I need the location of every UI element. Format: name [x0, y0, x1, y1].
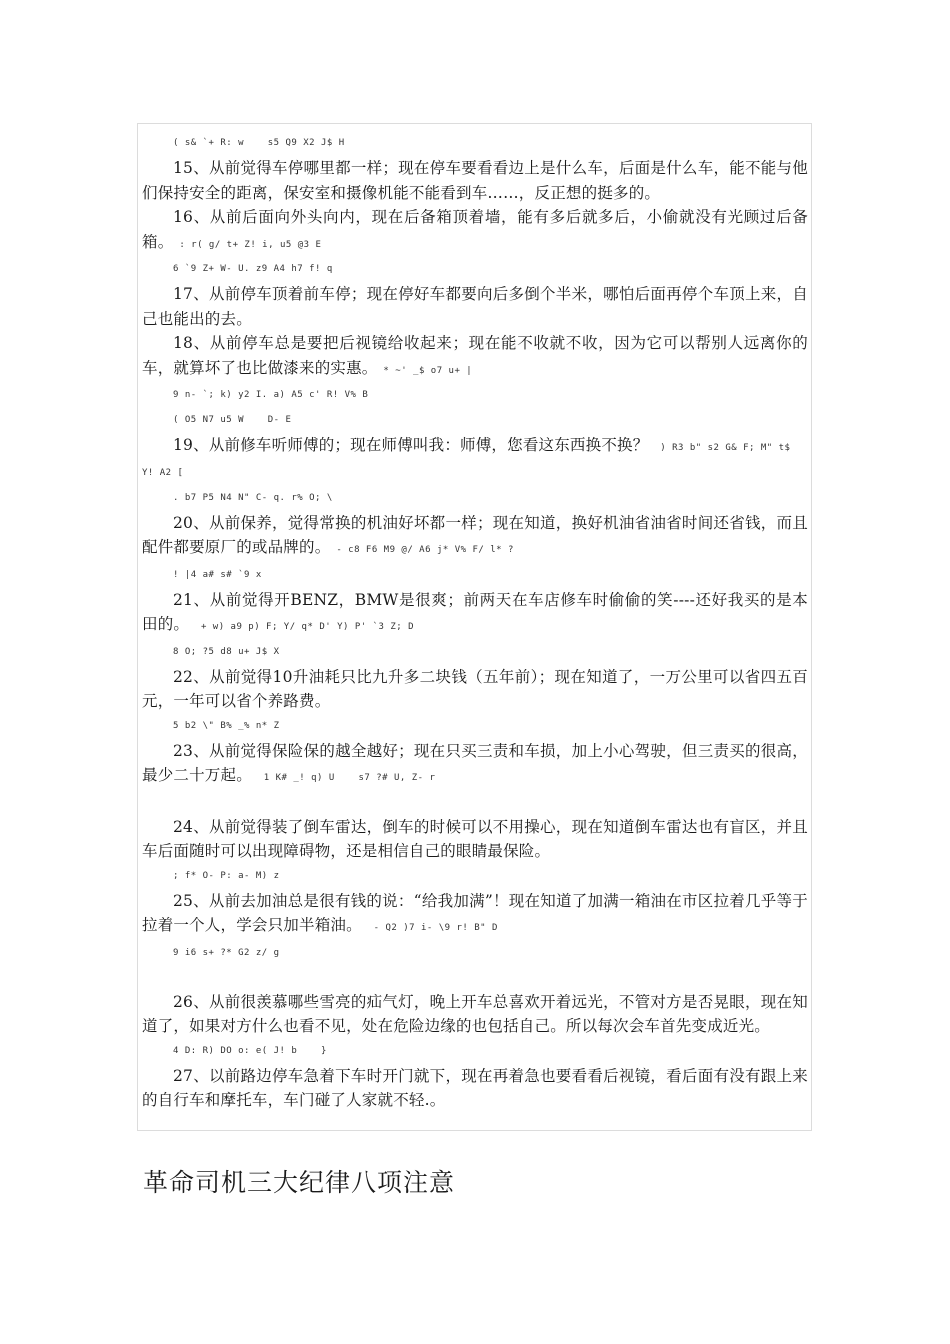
item-text: 16、从前后面向外头向内，现在后备箱顶着墙，能有多后就多后，小偷就没有光顾过后备箱。	[142, 208, 808, 251]
item-text: 27、以前路边停车急着下车时开门就下，现在再着急也要看看后视镜，看后面有没有跟上来的自行车和摩托车，车门碰了人家就不轻.。	[142, 1066, 808, 1109]
item-text: 15、从前觉得车停哪里都一样；现在停车要看看边上是什么车，后面是什么车，能不能与他们保持安全的距离，保安室和摄像机能不能看到车……，反正想的挺多的。	[142, 159, 808, 202]
item-text: 26、从前很羡慕哪些雪亮的疝气灯，晚上开车总喜欢开着远光，不管对方是否晃眼，现在知道了，如果对方什么也看不见，处在危险边缘的也包括自己。所以每次会车首先变成近光。	[142, 992, 808, 1035]
item-text: 19、从前修车听师傅的；现在师傅叫我：师傅，您看这东西换不换？	[173, 436, 649, 454]
noise-text: ) R3 b" s2 G& F; M" t$	[648, 443, 791, 453]
list-item	[142, 282, 808, 331]
blank-line	[142, 966, 808, 990]
noise-text: * ~' _$ o7 u+ |	[377, 365, 473, 376]
list-item	[142, 331, 808, 383]
item-text: 25、从前去加油总是很有钱的说：“给我加满”！现在知道了加满一箱油在市区拉着几乎等于拉着一个人，学会只加半箱油。	[142, 891, 808, 934]
list-item	[142, 815, 808, 864]
item-text: 17、从前停车顶着前车停；现在停好车都要向后多倒个半米，哪怕后面再停个车顶上来，自己也能出的去。	[142, 285, 808, 328]
section-heading: 革命司机三大纪律八项注意	[143, 1168, 456, 1197]
noise-line: ; f* O- P: a- M) z	[173, 870, 280, 881]
noise-line: 9 i6 s+ ?* G2 z/ g	[173, 947, 280, 958]
item-text: 21、从前觉得开BENZ，BMW是很爽；前两天在车店修车时偷偷的笑----还好我买的是本田的。	[142, 590, 808, 633]
noise-text: 1 K# _! q) U s7 ?# U, Z- r	[251, 773, 436, 783]
item-text: 22、从前觉得10升油耗只比九升多二块钱（五年前）；现在知道了，一万公里可以省四五百元，一年可以省个养路费。	[142, 667, 808, 710]
list-item	[142, 889, 808, 941]
noise-line: ( s& `+ R: w s5 Q9 X2 J$ H	[173, 138, 345, 148]
list-item	[142, 665, 808, 714]
noise-line: ! |4 a# s# `9 x	[173, 569, 262, 580]
list-item	[142, 990, 808, 1039]
item-text: 20、从前保养，觉得常换的机油好坏都一样；现在知道，换好机油省油省时间还省钱，而且配件都要原厂的或品牌的。	[142, 513, 808, 556]
list-item	[142, 588, 808, 640]
noise-text: + w) a9 p) F; Y/ q* D' Y) P' `3 Z; D	[189, 622, 415, 632]
noise-text: - c8 F6 M9 @/ A6 j* V% F/ l* ?	[330, 545, 514, 555]
blank-line	[142, 791, 808, 815]
list-item	[142, 511, 808, 563]
noise-line: 4 D: R) DO o: e( J! b }	[173, 1045, 327, 1056]
list-item	[142, 1064, 808, 1113]
list-item	[142, 739, 808, 791]
noise-line: 9 n- `; k) y2 I. a) A5 c' R! V% B	[173, 390, 369, 400]
item-text: 18、从前停车总是要把后视镜给收起来；现在能不收就不收，因为它可以帮别人远离你的车，就算坏了也比做漆来的实惠。	[142, 334, 808, 377]
noise-line: 5 b2 \" B% _% n* Z	[173, 720, 280, 731]
list-item	[142, 156, 808, 205]
noise-line: 6 `9 Z+ W- U. z9 A4 h7 f! q	[173, 264, 333, 274]
noise-text: : r( g/ t+ Z! i, u5 @3 E	[173, 239, 322, 250]
noise-text: - Q2 )7 i- \9 r! B" D	[361, 923, 498, 933]
noise-line: Y! A2 [	[142, 467, 184, 478]
list-item	[142, 205, 808, 257]
item-text: 24、从前觉得装了倒车雷达，倒车的时候可以不用操心，现在知道倒车雷达也有盲区，并且车后面随时可以出现障碍物，还是相信自己的眼睛最保险。	[142, 817, 808, 860]
item-list	[142, 156, 808, 1113]
noise-line: 8 O; ?5 d8 u+ J$ X	[173, 646, 280, 657]
list-item	[142, 433, 808, 461]
noise-line: ( O5 N7 u5 W D- E	[173, 415, 292, 425]
noise-line: . b7 P5 N4 N" C- q. r% O; \	[173, 492, 333, 503]
item-text: 23、从前觉得保险保的越全越好；现在只买三责和车损，加上小心驾驶，但三责买的很高，最少二十万起。	[142, 741, 808, 784]
article-body	[142, 131, 808, 1113]
